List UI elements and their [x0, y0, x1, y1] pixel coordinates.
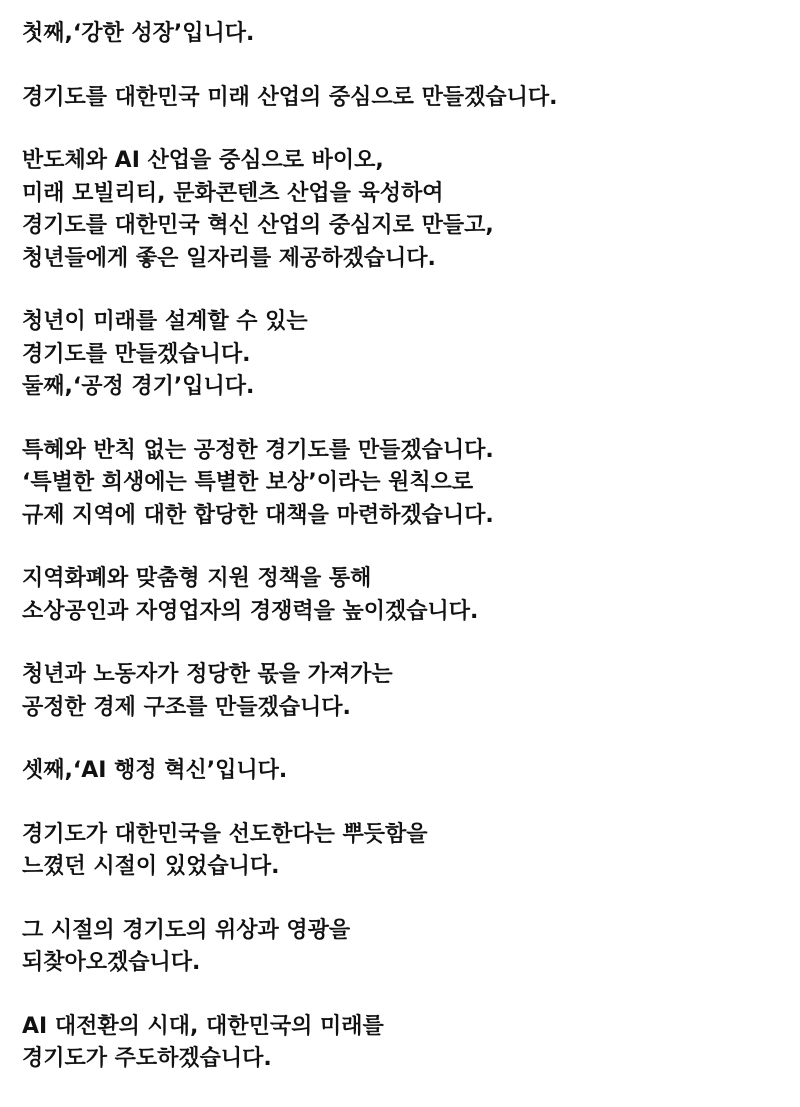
- text-line: 미래 모빌리티, 문화콘텐츠 산업을 육성하여: [22, 180, 444, 206]
- paragraph-1: [22, 18, 782, 51]
- paragraph-6: [22, 563, 782, 628]
- paragraph-4: [22, 306, 782, 404]
- text-line: 공정한 경제 구조를 만들겠습니다.: [22, 694, 351, 720]
- text-line: 둘째,‘공정 경기’입니다.: [22, 374, 255, 399]
- text-line: 청년과 노동자가 정당한 몫을 가져가는: [22, 662, 393, 687]
- paragraph-8: [22, 755, 782, 788]
- document-body: [22, 18, 782, 1107]
- text-line: AI 대전환의 시대, 대한민국의 미래를: [22, 1013, 384, 1039]
- paragraph-9: [22, 819, 782, 884]
- text-line: 경기도를 대한민국 혁신 산업의 중심지로 만들고,: [22, 213, 494, 238]
- text-line: 되찾아오겠습니다.: [22, 950, 201, 975]
- text-line: 특혜와 반칙 없는 공정한 경기도를 만들겠습니다.: [22, 437, 494, 463]
- text-line: 규제 지역에 대한 합당한 대책을 마련하겠습니다.: [22, 502, 494, 528]
- text-line: 경기도를 만들겠습니다.: [22, 341, 251, 367]
- text-line: ‘특별한 희생에는 특별한 보상’이라는 원칙으로: [22, 470, 474, 495]
- text-line: 경기도가 주도하겠습니다.: [22, 1046, 272, 1071]
- text-line: 셋째,‘AI 행정 혁신’입니다.: [22, 758, 288, 783]
- text-line: 경기도가 대한민국을 선도한다는 뿌듯함을: [22, 821, 428, 847]
- text-line: 청년이 미래를 설계할 수 있는: [22, 309, 308, 334]
- paragraph-5: [22, 435, 782, 533]
- paragraph-10: [22, 915, 782, 980]
- text-line: 반도체와 AI 산업을 중심으로 바이오,: [22, 148, 384, 173]
- paragraph-7: [22, 659, 782, 724]
- text-line: 첫째,‘강한 성장’입니다.: [22, 21, 255, 46]
- paragraph-3: [22, 145, 782, 275]
- paragraph-11: [22, 1011, 782, 1076]
- text-line: 느꼈던 시절이 있었습니다.: [22, 854, 280, 879]
- paragraph-2: [22, 82, 782, 115]
- text-line: 경기도를 대한민국 미래 산업의 중심으로 만들겠습니다.: [22, 84, 558, 110]
- text-line: 지역화폐와 맞춤형 지원 정책을 통해: [22, 566, 372, 591]
- text-line: 청년들에게 좋은 일자리를 제공하겠습니다.: [22, 245, 436, 271]
- text-line: 그 시절의 경기도의 위상과 영광을: [22, 917, 351, 943]
- text-line: 소상공인과 자영업자의 경쟁력을 높이겠습니다.: [22, 598, 479, 624]
